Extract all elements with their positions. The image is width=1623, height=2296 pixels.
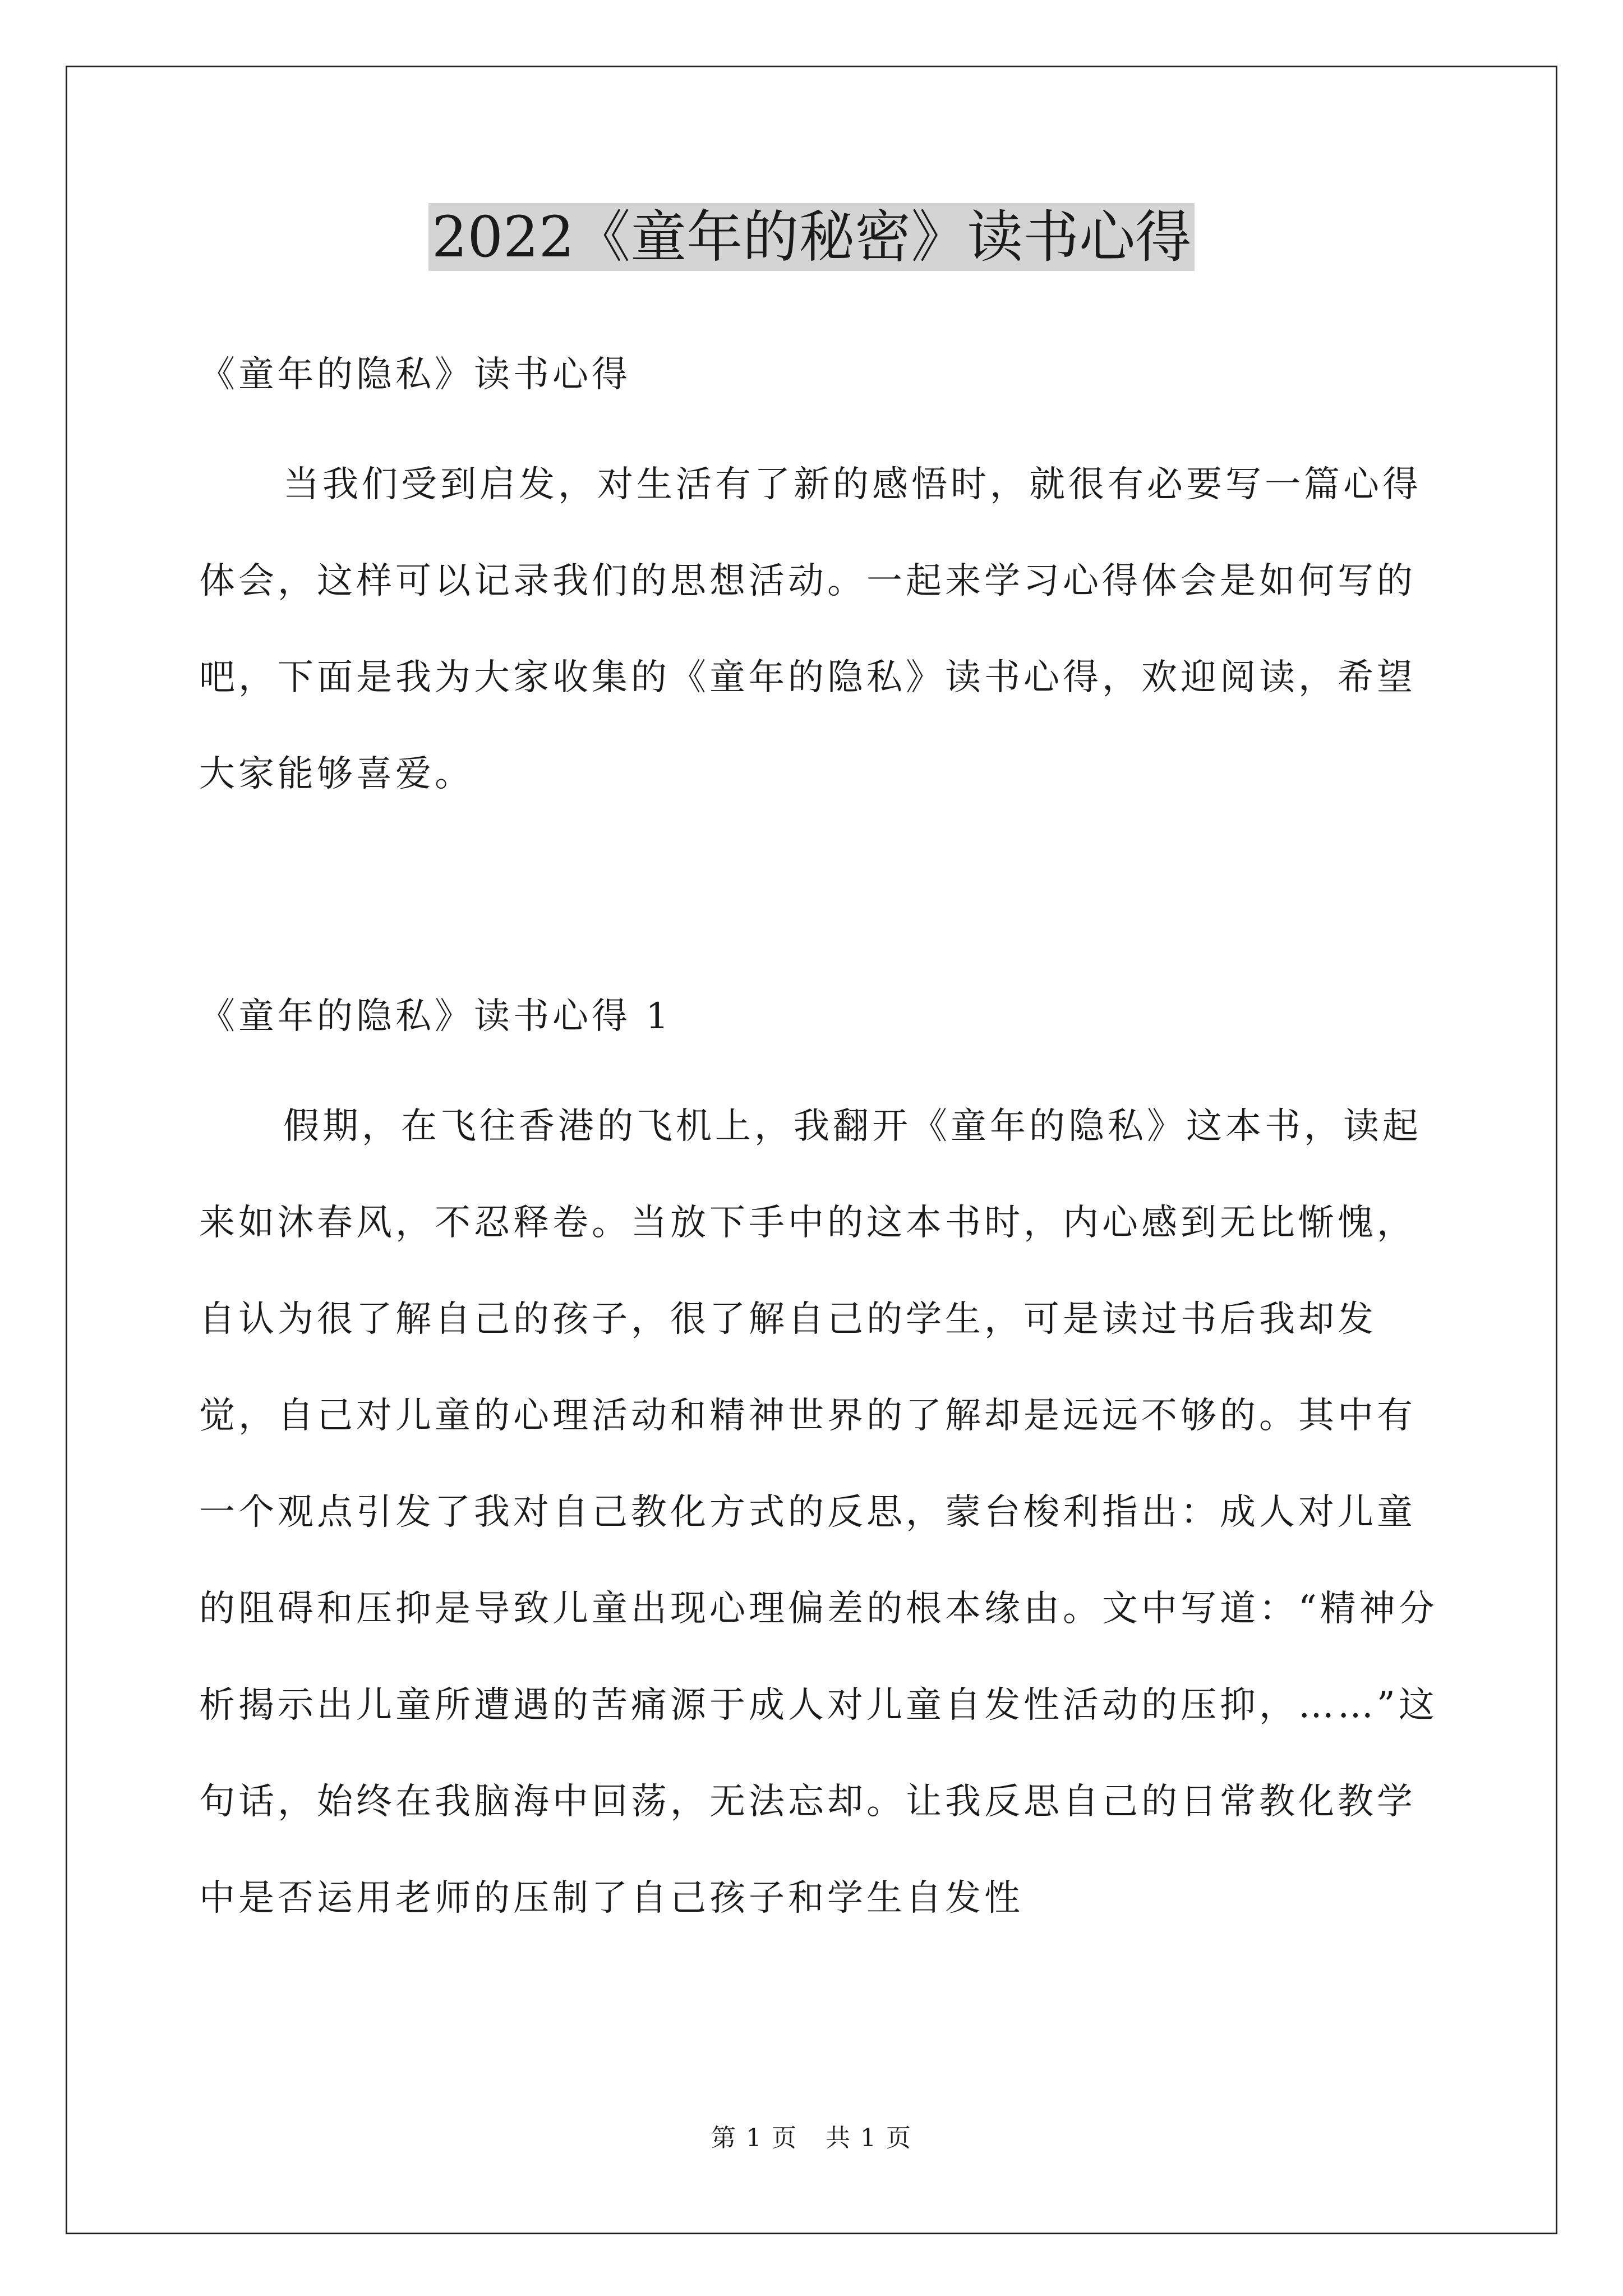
document-title-text: 2022《童年的秘密》读书心得: [428, 203, 1195, 271]
page-footer: [0, 2122, 1623, 2155]
section-1-heading: 《童年的隐私》读书心得 1: [199, 996, 672, 1037]
intro-heading: 《童年的隐私》读书心得: [199, 354, 631, 395]
intro-paragraph: 当我们受到启发，对生活有了新的感悟时，就很有必要写一篇心得体会，这样可以记录我们的思想活动。一起来学习心得体会是如何写的吧，下面是我为大家收集的《童年的隐私》读书心得，欢迎阅读，希望大家能够喜爱。: [199, 464, 1422, 795]
page-total: 共 1 页: [826, 2124, 912, 2152]
page-number: 第 1 页: [711, 2124, 797, 2152]
document-title: [0, 201, 1623, 274]
section-1-paragraph: 假期，在飞往香港的飞机上，我翻开《童年的隐私》这本书，读起来如沐春风，不忍释卷。当放下手中的这本书时，内心感到无比惭愧，自认为很了解自己的孩子，很了解自己的学生，可是读过书后我却发觉，自己对儿童的心理活动和精神世界的了解却是远远不够的。其中有一个观点引发了我对自己教化方式的反思，蒙台梭利指出：成人对儿童的阻碍和压抑是导致儿童出现心理偏差的根本缘由。文中写道：“精神分析揭示出儿童所遭遇的苦痛源于成人对儿童自发性活动的压抑，……”这句话，始终在我脑海中回荡，无法忘却。让我反思自己的日常教化教学中是否运用老师的压制了自己孩子和学生自发性: [199, 1106, 1438, 1919]
